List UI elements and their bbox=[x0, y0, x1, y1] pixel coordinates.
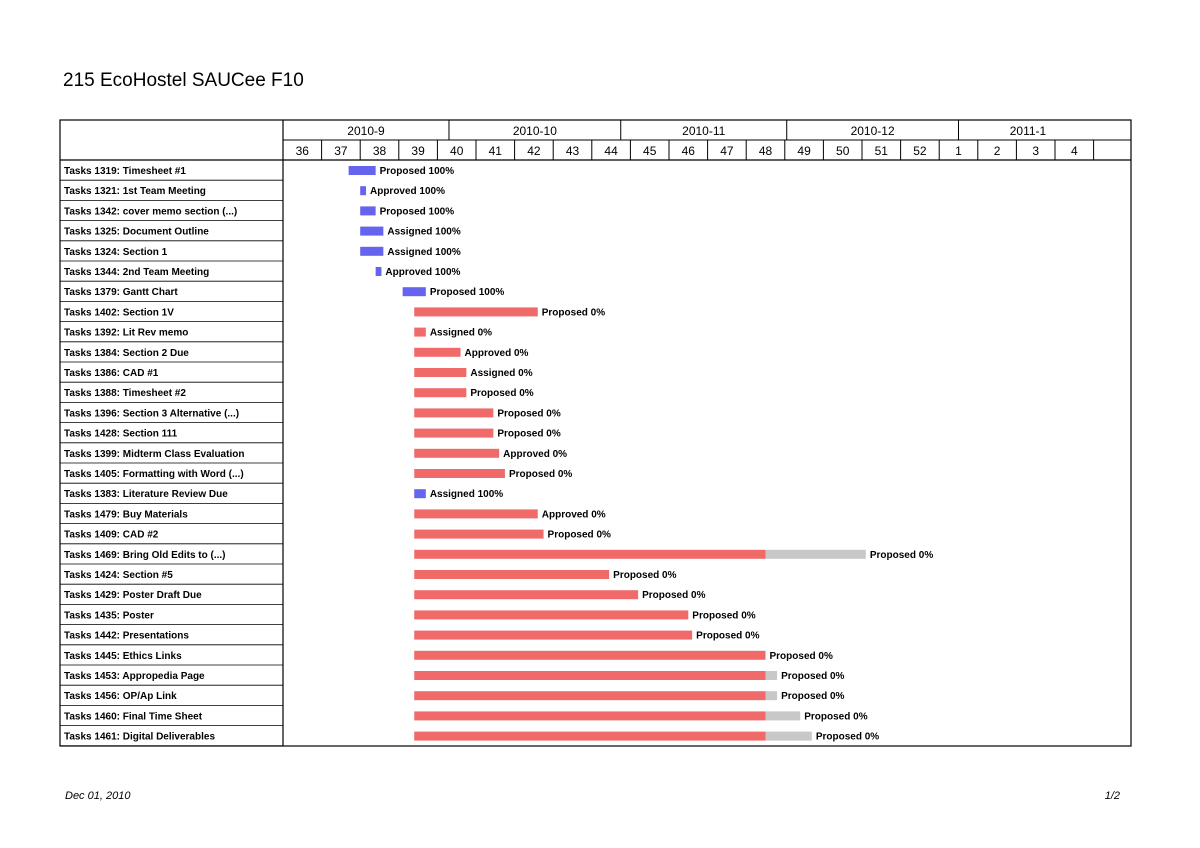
task-bar bbox=[414, 732, 765, 741]
week-label: 38 bbox=[372, 144, 387, 158]
task-status-label: Approved 0% bbox=[503, 448, 568, 460]
task-bar bbox=[414, 610, 688, 619]
month-label: 2010-10 bbox=[512, 124, 557, 138]
task-label: Tasks 1429: Poster Draft Due bbox=[64, 590, 202, 602]
task-label: Tasks 1428: Section 111 bbox=[64, 428, 178, 440]
week-label: 50 bbox=[836, 144, 850, 158]
task-status-label: Assigned 100% bbox=[387, 226, 461, 238]
task-bar bbox=[360, 227, 383, 236]
task-label: Tasks 1383: Literature Review Due bbox=[64, 489, 228, 501]
week-label: 1 bbox=[955, 144, 962, 158]
task-label: Tasks 1384: Section 2 Due bbox=[64, 347, 189, 359]
task-bar bbox=[414, 429, 493, 438]
task-bar bbox=[414, 570, 609, 579]
task-label: Tasks 1325: Document Outline bbox=[64, 226, 209, 238]
task-status-label: Proposed 0% bbox=[497, 428, 561, 440]
task-status-label: Approved 100% bbox=[385, 267, 461, 278]
task-bar bbox=[414, 671, 765, 680]
week-label: 42 bbox=[527, 144, 541, 158]
week-label: 46 bbox=[681, 144, 695, 158]
month-label: 2010-11 bbox=[682, 124, 726, 138]
task-status-label: Assigned 100% bbox=[387, 246, 461, 258]
task-bar bbox=[414, 449, 499, 458]
week-label: 37 bbox=[334, 144, 348, 158]
task-label: Tasks 1456: OP/Ap Link bbox=[64, 691, 177, 703]
task-status-label: Proposed 100% bbox=[429, 287, 505, 299]
task-status-label: Proposed 0% bbox=[815, 731, 880, 743]
task-status-label: Assigned 0% bbox=[429, 327, 493, 339]
task-bar bbox=[414, 590, 638, 599]
task-bar bbox=[414, 469, 505, 478]
task-bar-remaining bbox=[766, 691, 778, 700]
task-status-label: Proposed 0% bbox=[508, 469, 573, 480]
task-label: Tasks 1388: Timesheet #2 bbox=[64, 388, 186, 400]
task-bar bbox=[414, 550, 765, 559]
month-label: 2011-1 bbox=[1009, 124, 1047, 138]
week-label: 4 bbox=[1070, 144, 1078, 158]
task-label: Tasks 1399: Midterm Class Evaluation bbox=[64, 448, 245, 460]
task-label: Tasks 1453: Appropedia Page bbox=[64, 671, 205, 682]
task-label: Tasks 1402: Section 1V bbox=[64, 307, 174, 319]
week-label: 51 bbox=[874, 144, 888, 158]
task-status-label: Proposed 0% bbox=[541, 307, 606, 319]
week-label: 44 bbox=[604, 144, 618, 158]
task-bar bbox=[360, 206, 375, 215]
page-title: 215 EcoHostel SAUCee F10 bbox=[63, 70, 304, 91]
week-label: 41 bbox=[488, 144, 502, 158]
task-status-label: Proposed 0% bbox=[696, 630, 760, 642]
week-label: 40 bbox=[450, 144, 464, 158]
task-bar bbox=[414, 691, 765, 700]
task-status-label: Proposed 0% bbox=[642, 590, 706, 602]
task-label: Tasks 1461: Digital Deliverables bbox=[64, 731, 216, 743]
task-status-label: Approved 0% bbox=[464, 347, 529, 359]
task-label: Tasks 1319: Timesheet #1 bbox=[64, 166, 186, 177]
task-bar bbox=[349, 166, 376, 175]
task-label: Tasks 1469: Bring Old Edits to (...) bbox=[64, 549, 226, 561]
task-status-label: Proposed 0% bbox=[470, 388, 534, 400]
task-status-label: Assigned 100% bbox=[429, 489, 504, 501]
task-bar-remaining bbox=[766, 732, 812, 741]
task-label: Tasks 1405: Formatting with Word (...) bbox=[64, 469, 244, 480]
task-bar bbox=[414, 307, 538, 316]
week-label: 52 bbox=[913, 144, 927, 158]
task-bar bbox=[414, 328, 426, 337]
task-label: Tasks 1424: Section #5 bbox=[64, 570, 173, 581]
task-bar bbox=[414, 631, 692, 640]
task-label: Tasks 1409: CAD #2 bbox=[64, 529, 159, 541]
footer-date: Dec 01, 2010 bbox=[65, 790, 131, 802]
footer-page-number: 1/2 bbox=[1104, 790, 1120, 802]
week-label: 43 bbox=[565, 144, 580, 158]
task-status-label: Proposed 0% bbox=[547, 529, 611, 541]
task-status-label: Proposed 0% bbox=[613, 570, 677, 581]
task-label: Tasks 1344: 2nd Team Meeting bbox=[64, 267, 210, 278]
task-bar-remaining bbox=[766, 550, 866, 559]
month-label: 2010-12 bbox=[850, 124, 895, 138]
task-status-label: Proposed 0% bbox=[769, 650, 833, 662]
task-label: Tasks 1392: Lit Rev memo bbox=[64, 327, 189, 339]
task-label: Tasks 1442: Presentations bbox=[64, 630, 189, 642]
task-label: Tasks 1321: 1st Team Meeting bbox=[64, 186, 206, 198]
task-status-label: Proposed 100% bbox=[379, 206, 455, 218]
task-bar bbox=[414, 489, 426, 498]
task-bar bbox=[414, 651, 765, 660]
task-bar bbox=[403, 287, 426, 296]
task-bar bbox=[414, 368, 466, 377]
task-bar bbox=[414, 530, 543, 539]
task-bar bbox=[360, 186, 366, 195]
week-label: 3 bbox=[1032, 144, 1040, 158]
task-label: Tasks 1386: CAD #1 bbox=[64, 368, 159, 379]
week-label: 45 bbox=[643, 144, 657, 158]
task-status-label: Proposed 0% bbox=[781, 671, 845, 682]
task-label: Tasks 1445: Ethics Links bbox=[64, 650, 182, 662]
task-status-label: Approved 100% bbox=[369, 186, 446, 198]
task-bar bbox=[414, 348, 460, 357]
task-label: Tasks 1379: Gantt Chart bbox=[64, 287, 178, 299]
task-label: Tasks 1479: Buy Materials bbox=[64, 509, 188, 521]
task-status-label: Proposed 0% bbox=[497, 408, 561, 420]
task-label: Tasks 1460: Final Time Sheet bbox=[64, 711, 203, 723]
task-label: Tasks 1342: cover memo section (...) bbox=[64, 206, 238, 218]
task-bar bbox=[414, 711, 765, 720]
task-label: Tasks 1435: Poster bbox=[64, 610, 154, 622]
task-status-label: Proposed 100% bbox=[379, 166, 455, 177]
week-label: 47 bbox=[720, 144, 734, 158]
task-status-label: Proposed 0% bbox=[869, 549, 934, 561]
task-bar-remaining bbox=[766, 711, 801, 720]
task-status-label: Approved 0% bbox=[541, 509, 606, 521]
task-bar bbox=[414, 408, 493, 417]
task-bar-remaining bbox=[766, 671, 778, 680]
week-label: 48 bbox=[758, 144, 773, 158]
task-label: Tasks 1324: Section 1 bbox=[64, 246, 168, 258]
week-label: 39 bbox=[411, 144, 425, 158]
task-status-label: Proposed 0% bbox=[781, 691, 845, 703]
week-label: 2 bbox=[993, 144, 1001, 158]
task-label: Tasks 1396: Section 3 Alternative (...) bbox=[64, 408, 240, 420]
task-status-label: Proposed 0% bbox=[804, 711, 868, 723]
month-label: 2010-9 bbox=[347, 124, 385, 138]
task-bar bbox=[376, 267, 382, 276]
week-label: 49 bbox=[797, 144, 811, 158]
task-bar bbox=[360, 247, 383, 256]
task-status-label: Proposed 0% bbox=[692, 610, 756, 622]
task-bar bbox=[414, 509, 538, 518]
task-status-label: Assigned 0% bbox=[470, 368, 533, 379]
week-label: 36 bbox=[295, 144, 309, 158]
task-bar bbox=[414, 388, 466, 397]
